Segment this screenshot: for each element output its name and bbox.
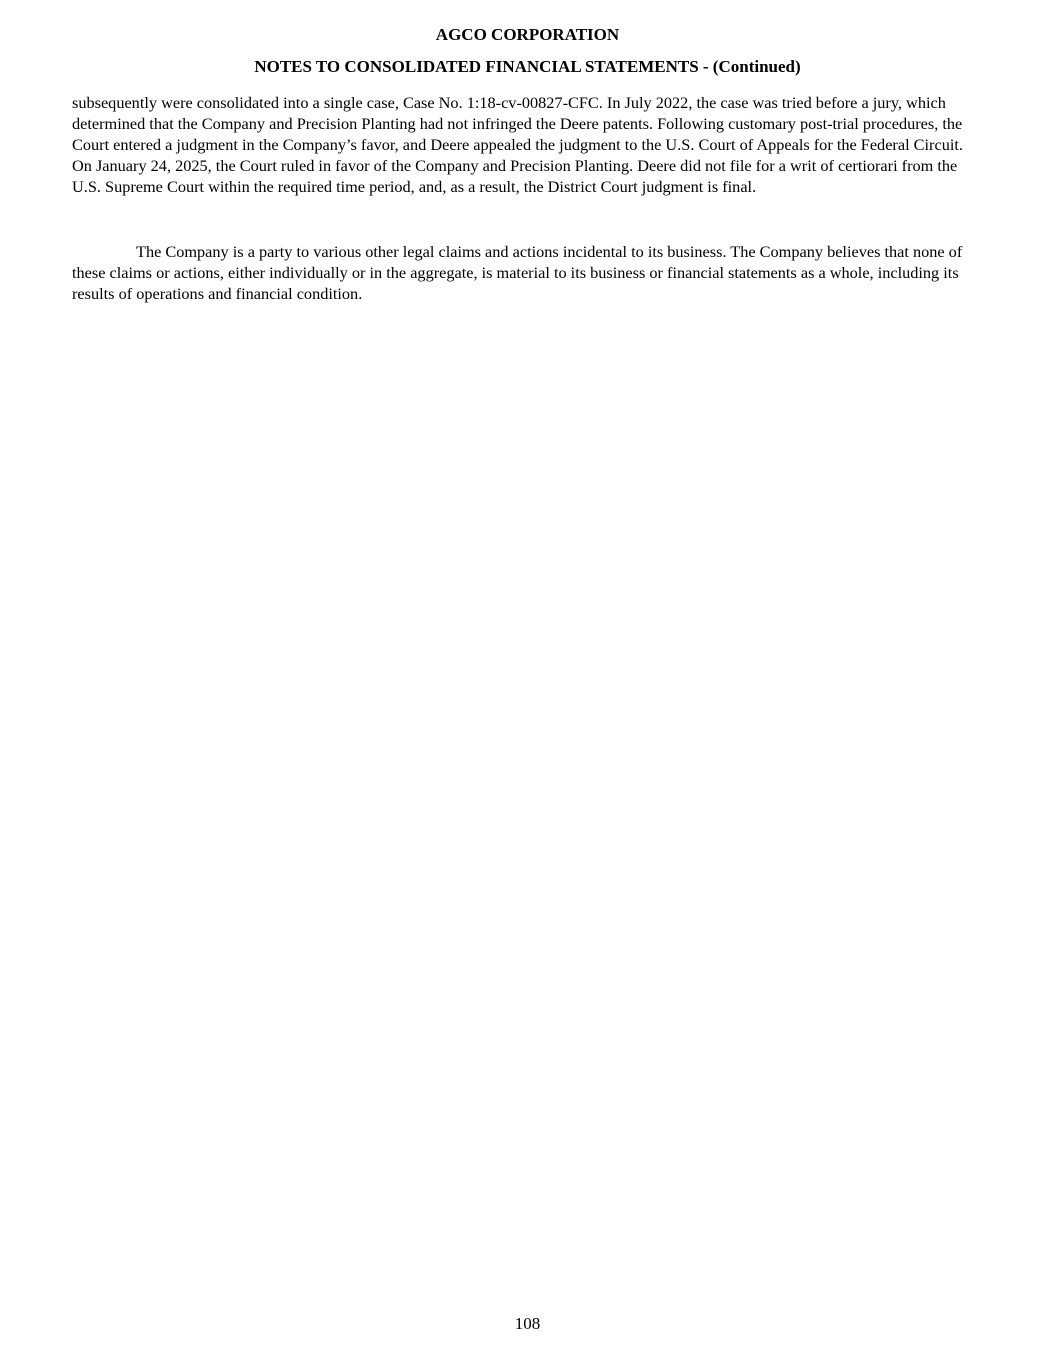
page-number: 108 (514, 1314, 541, 1333)
section-title-heading: NOTES TO CONSOLIDATED FINANCIAL STATEMENTS - (Continued) (254, 57, 801, 76)
body-paragraph-litigation-outcome: subsequently were consolidated into a single case, Case No. 1:18-cv-00827-CFC. In July 2022, the case was tried before a jury, which determined that the Company and Precision Planting had not infringed the Deere patents. Following customary post-trial procedures, the Court entered a judgment in the Company’s favor, and Deere appealed the judgment to the U.S. Court of Appeals for the Federal Circuit. On January 24, 2025, the Court ruled in favor of the Company and Precision Planting. Deere did not file for a writ of certiorari from the U.S. Supreme Court within the required time period, and, as a result, the District Court judgment is final. (72, 93, 963, 196)
company-name-heading: AGCO CORPORATION (435, 25, 620, 44)
body-paragraph-other-legal-claims: The Company is a party to various other legal claims and actions incidental to its business. The Company believes that none of these claims or actions, either individually or in the aggregate, is material to its business or financial statements as a whole, including its results of operations and financial condition. (72, 242, 963, 303)
